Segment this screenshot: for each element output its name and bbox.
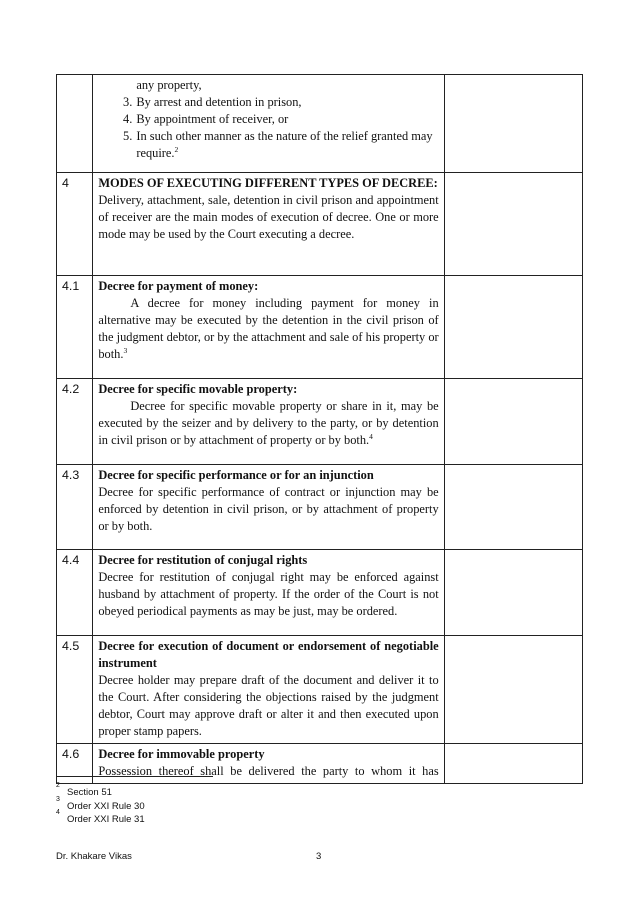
section-heading: Decree for execution of document or endorsement of negotiable instrument [98,639,439,670]
footnote-ref: 2 [174,144,179,154]
empty-cell [444,550,582,636]
footer-author: Dr. Khakare Vikas [56,851,132,862]
table-row-4 [57,173,583,276]
footnote-ref: 4 [369,431,373,441]
section-body: A decree for money including payment for money in alternative may be executed by the detention in the civil prison of the judgment debtor, or by the attachment and sale of his property or both.$^3$ [98,296,439,361]
section-body: Possession thereof shall be delivered the party to whom it has [98,764,439,778]
row-number: 4.6 [57,744,93,784]
footnote: 2 Section 51 [56,782,112,798]
decree-execution-table [56,74,583,784]
row-content [93,276,444,379]
section-body: Decree for specific performance of contract or injunction may be enforced by detention in civil prison, or by attachment of property or by both. [98,485,439,533]
table-row-4-5 [57,636,583,744]
page-number: 3 [316,851,322,862]
footnote-ref: 3 [123,345,128,355]
section-heading: MODES OF EXECUTING DIFFERENT TYPES OF DECREE: [98,176,438,190]
row-number: 4.5 [57,636,93,744]
table-row-4-3 [57,465,583,550]
table-row-4-4 [57,550,583,636]
footnote: 4 Order XXI Rule 31 [56,809,145,825]
table-row-4-2 [57,379,583,465]
row-number: 4 [57,173,93,276]
empty-cell [444,636,582,744]
row-content [93,75,444,173]
row-number [57,75,93,173]
section-body: Decree holder may prepare draft of the document and deliver it to the Court. After considering the objections raised by the judgment debtor, Court may approve draft or alter it and then executed upon proper stamp papers. [98,673,439,738]
empty-cell [444,744,582,784]
row-number: 4.1 [57,276,93,379]
section-heading: Decree for payment of money: [98,279,259,293]
section-heading: Decree for immovable property [98,747,265,761]
execution-methods-list [98,77,438,145]
section-body: Decree for specific movable property or share in it, may be executed by the seizer and by delivery to the party, or by detention in civil prison or by attachment of property or by both.$^4$ [98,399,439,447]
table-row-4-1 [57,276,583,379]
section-body: Delivery, attachment, sale, detention in civil prison and appointment of receiver are the main modes of execution of decree. One or more mode may be used by the Court executing a decree. [98,193,439,241]
list-item: 5. In such other manner as the nature of the relief granted may [123,129,433,143]
empty-cell [444,465,582,550]
section-body: Decree for restitution of conjugal right may be enforced against husband by attachment of property. If the order of the Court is not obeyed periodical payments as may be just, may be ordered. [98,570,439,618]
row-content [93,173,444,276]
empty-cell [444,276,582,379]
row-content [93,379,444,465]
row-number: 4.2 [57,379,93,465]
empty-cell [444,75,582,173]
row-number: 4.3 [57,465,93,550]
section-heading: Decree for specific movable property: [98,382,298,396]
section-heading: Decree for restitution of conjugal rights [98,553,308,567]
empty-cell [444,173,582,276]
list-item: any property, [136,78,202,92]
list-item-continuation: require.$^2$ [136,144,179,160]
row-content [93,465,444,550]
table-row-4-6 [57,744,583,784]
list-item: 4. By appointment of receiver, or [123,112,289,126]
list-item: 3. By arrest and detention in prison, [123,95,302,109]
footnote: 3 Order XXI Rule 30 [56,795,145,812]
footnote-separator [56,776,213,777]
row-content [93,744,444,784]
empty-cell [444,379,582,465]
row-content [93,550,444,636]
row-number: 4.4 [57,550,93,636]
row-content [93,636,444,744]
footnotes [56,782,145,827]
section-heading: Decree for specific performance or for an injunction [98,468,374,482]
table-row-continuation [57,75,583,173]
